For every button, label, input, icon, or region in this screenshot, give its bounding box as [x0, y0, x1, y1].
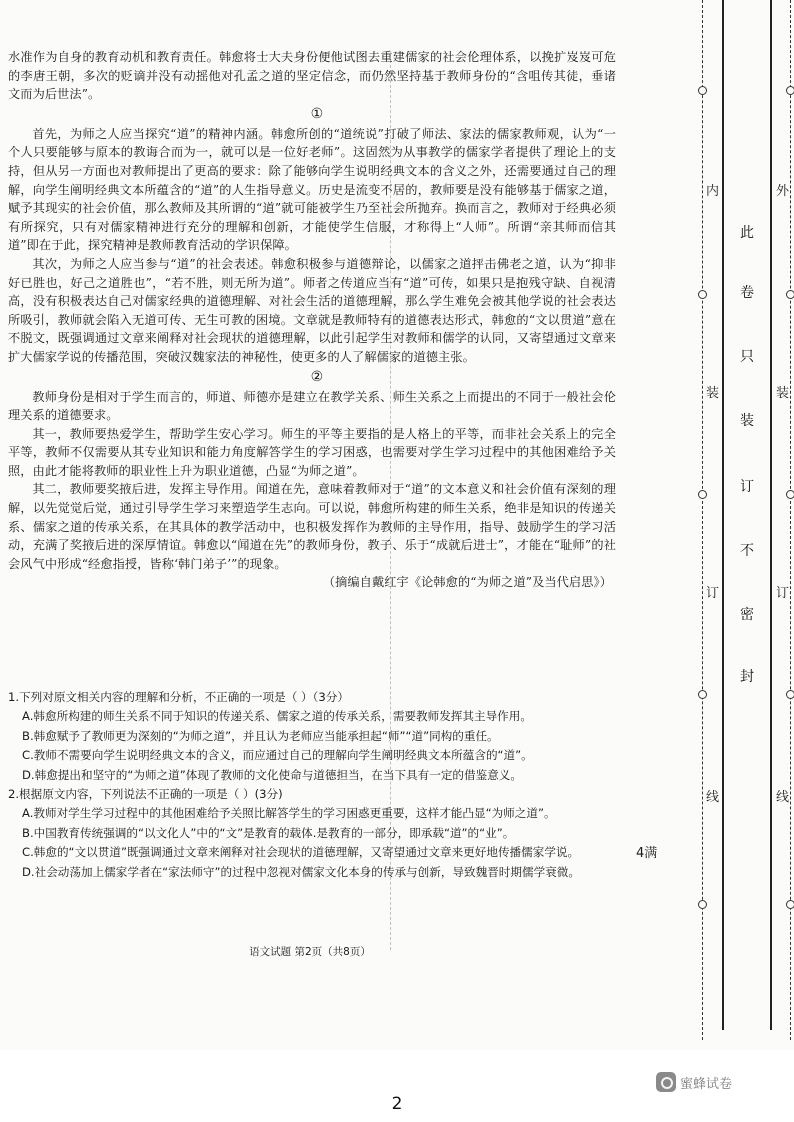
question-2-option-a: A.教师对学生学习过程中的其他困难给予关照比解答学生的学习困惑更重要，这样才能凸显“为师之道”。 — [22, 806, 556, 821]
binding-hole-circle — [698, 900, 707, 909]
question-2-stem: 2.根据原文内容，下列说法不正确的一项是（ ）(3分) — [8, 787, 283, 802]
binding-hole-circle — [698, 690, 707, 699]
reading-passage — [8, 48, 616, 592]
question-1-option-d: D.韩愈提出和坚守的“为师之道”体现了教师的文化使命与道德担当，在当下具有一定的借鉴意义。 — [22, 767, 522, 782]
question-1-option-b: B.韩愈赋予了教师更为深刻的“为师之道”，并且认为老师应当能承担起“师”“道”同构的重任。 — [22, 728, 499, 743]
section-marker-2: ② — [310, 368, 324, 385]
passage-paragraph-4: 其一，教师要热爱学生，帮助学生安心学习。师生的平等主要指的是人格上的平等，而非社会关系上的完全平等，教师不仅需要从其专业知识和能力角度解答学生的学习困惑，也需要对学生学习过程中的其他困难给予关照，由此才能将教师的职业性上升为职业道德，凸显“为师之道”。 — [8, 426, 616, 478]
binding-hole-circle — [698, 490, 707, 499]
binding-notice-char: 装 — [740, 413, 754, 429]
binding-hole-circle — [786, 490, 794, 499]
question-1-option-c: C.教师不需要向学生说明经典文本的含义，而应通过自己的理解向学生阐明经典文本所蕴含的“道”。 — [22, 748, 533, 763]
binding-notice-char: 只 — [740, 349, 754, 365]
binding-solid-line-right — [770, 0, 772, 1030]
outer-dashed-line — [790, 0, 791, 1040]
side-mark: 4满 — [636, 846, 658, 861]
binding-notice-char: 订 — [740, 479, 754, 495]
question-2-option-b: B.中国教育传统强调的“以文化人”中的“文”是教育的载体.是教育的一部分，即承载“道”的“业”。 — [22, 825, 515, 840]
passage-paragraph-1: 首先，为师之人应当探究“道”的精神内涵。韩愈所创的“道统说”打破了师法、家法的儒家教师观，认为“一个人只要能够与原本的教诲合而为一，就可以是一位好老师”。这固然为从事教学的儒家学者提供了理论上的支持，但从另一方面也对教师提出了更高的要求：除了能够向学生说明经典文本的含义之外，还需要通过自己的理解，向学生阐明经典文本所蕴含的“道”的人生指导意义。历史是流变不居的，教师要是没有能够基于儒家之道，赋予其现实的社会价值，那么教师及其所谓的“道”就可能被学生乃至社会所抛弃。换而言之，教师对于经典必须有所探究，只有对儒家精神进行充分的理解和创新，才能使学生信服，才称得上“人师”。所谓“亲其师而信其道”即在于此，探究精神是教师教育活动的学识保障。 — [8, 126, 616, 253]
binding-hole-circle — [786, 690, 794, 699]
question-2-option-d: D.社会动荡加上儒家学者在“家法师守”的过程中忽视对儒家文化本身的传承与创新，导致魏晋时期儒学衰微。 — [22, 864, 580, 879]
outer-label-xian: 线 — [776, 790, 790, 805]
binding-hole-circle — [786, 86, 794, 95]
binding-notice-char: 不 — [740, 543, 754, 559]
binding-notice-char: 封 — [740, 669, 754, 685]
inner-label-xian: 线 — [706, 790, 720, 805]
binding-hole-circle — [698, 290, 707, 299]
binding-solid-line-left — [722, 0, 724, 1030]
watermark — [656, 1072, 732, 1092]
outer-label-wai: 外 — [776, 184, 790, 199]
page-number: 2 — [391, 1094, 403, 1114]
question-1-stem: 1.下列对原文相关内容的理解和分析，不正确的一项是（ ）（3分） — [8, 690, 349, 704]
question-2-option-c: C.韩愈的“文以贯道”既强调通过文章来阐释对社会现状的道德理解，又寄望通过文章来更好地传播儒家学说。 — [22, 845, 580, 860]
exam-footer: 语文试题 第2页（共8页） — [249, 946, 371, 958]
binding-notice-char: 密 — [740, 607, 754, 623]
binding-notice-char: 卷 — [740, 285, 754, 301]
passage-paragraph-2: 其次，为师之人应当参与“道”的社会表述。韩愈积极参与道德辩论，以儒家之道抨击佛老之道，认为“抑非好已胜也，好己之道胜也”，“若不胜，则无所为道”。师者之传道应当有“道”可传，如果只是抱残守缺、自视清高，没有积极表达自己对儒家经典的道德理解、对社会生活的道德理解，那么学生难免会被其他学说的社会表达所吸引，教师就会陷入无道可传、无生可教的困境。文章就是教师特有的道德表达形式，韩愈的“文以贯道”意在不脱文，既强调通过文章来阐释对社会现状的道德理解，以此引起学生对教师和儒学的认同，又寄望通过文章来扩大儒家学说的传播范围，突破汉魏家法的神秘性，使更多的人了解儒家的道德主张。 — [8, 256, 616, 364]
binding-hole-circle — [698, 86, 707, 95]
inner-label-ding: 订 — [706, 586, 720, 601]
inner-label-nei: 内 — [706, 184, 720, 199]
outer-label-ding: 订 — [776, 586, 790, 601]
question-block — [8, 688, 616, 882]
binding-hole-circle — [786, 290, 794, 299]
inner-dashed-line — [702, 0, 703, 1040]
outer-label-zhuang: 装 — [776, 386, 790, 401]
inner-label-zhuang: 装 — [706, 386, 720, 401]
binding-hole-circle — [786, 900, 794, 909]
section-marker-1: ① — [310, 105, 324, 122]
watermark-text: 蜜蜂试卷 — [680, 1076, 733, 1092]
watermark-logo-icon — [656, 1072, 676, 1092]
intro-paragraph: 水准作为自身的教育动机和教育责任。韩愈将士大夫身份便他试图去重建儒家的社会伦理体系，以挽扩岌岌可危的李唐王朝，多次的贬谪并没有动摇他对孔孟之道的坚定信念，而仍然坚持基于教师身份的“含咀传其徒，垂诸文而为后世法”。 — [8, 50, 616, 102]
question-1-option-a: A.韩愈所构建的师生关系不同于知识的传递关系、儒家之道的传承关系，需要教师发挥其主导作用。 — [22, 709, 532, 724]
passage-source: （摘编自戴红宇《论韩愈的“为师之道”及当代启思》） — [322, 575, 612, 590]
binding-notice-char: 此 — [740, 225, 754, 241]
passage-paragraph-5: 其二，教师要奖掖后进，发挥主导作用。闻道在先，意味着教师对于“道”的文本意义和社会价值有深刻的理解，以先觉觉后觉，通过引导学生学习来塑造学生志向。可以说，韩愈所构建的师生关系，绝非是知识的传递关系、儒家之道的传承关系，在其具体的教学活动中，也积极发挥作为教师的主导作用，指导、鼓励学生的学习活动，充满了奖掖后进的深厚情谊。韩愈以“闻道在先”的教师身份，教子、乐于“成就后进士”，才能在“耻师”的社会风气中形成“经愈指授，皆称‘韩门弟子’”的现象。 — [8, 482, 616, 571]
passage-paragraph-3: 教师身份是相对于学生而言的，师道、师德亦是建立在教学关系、师生关系之上而提出的不同于一般社会伦理关系的道德要求。 — [8, 389, 616, 423]
